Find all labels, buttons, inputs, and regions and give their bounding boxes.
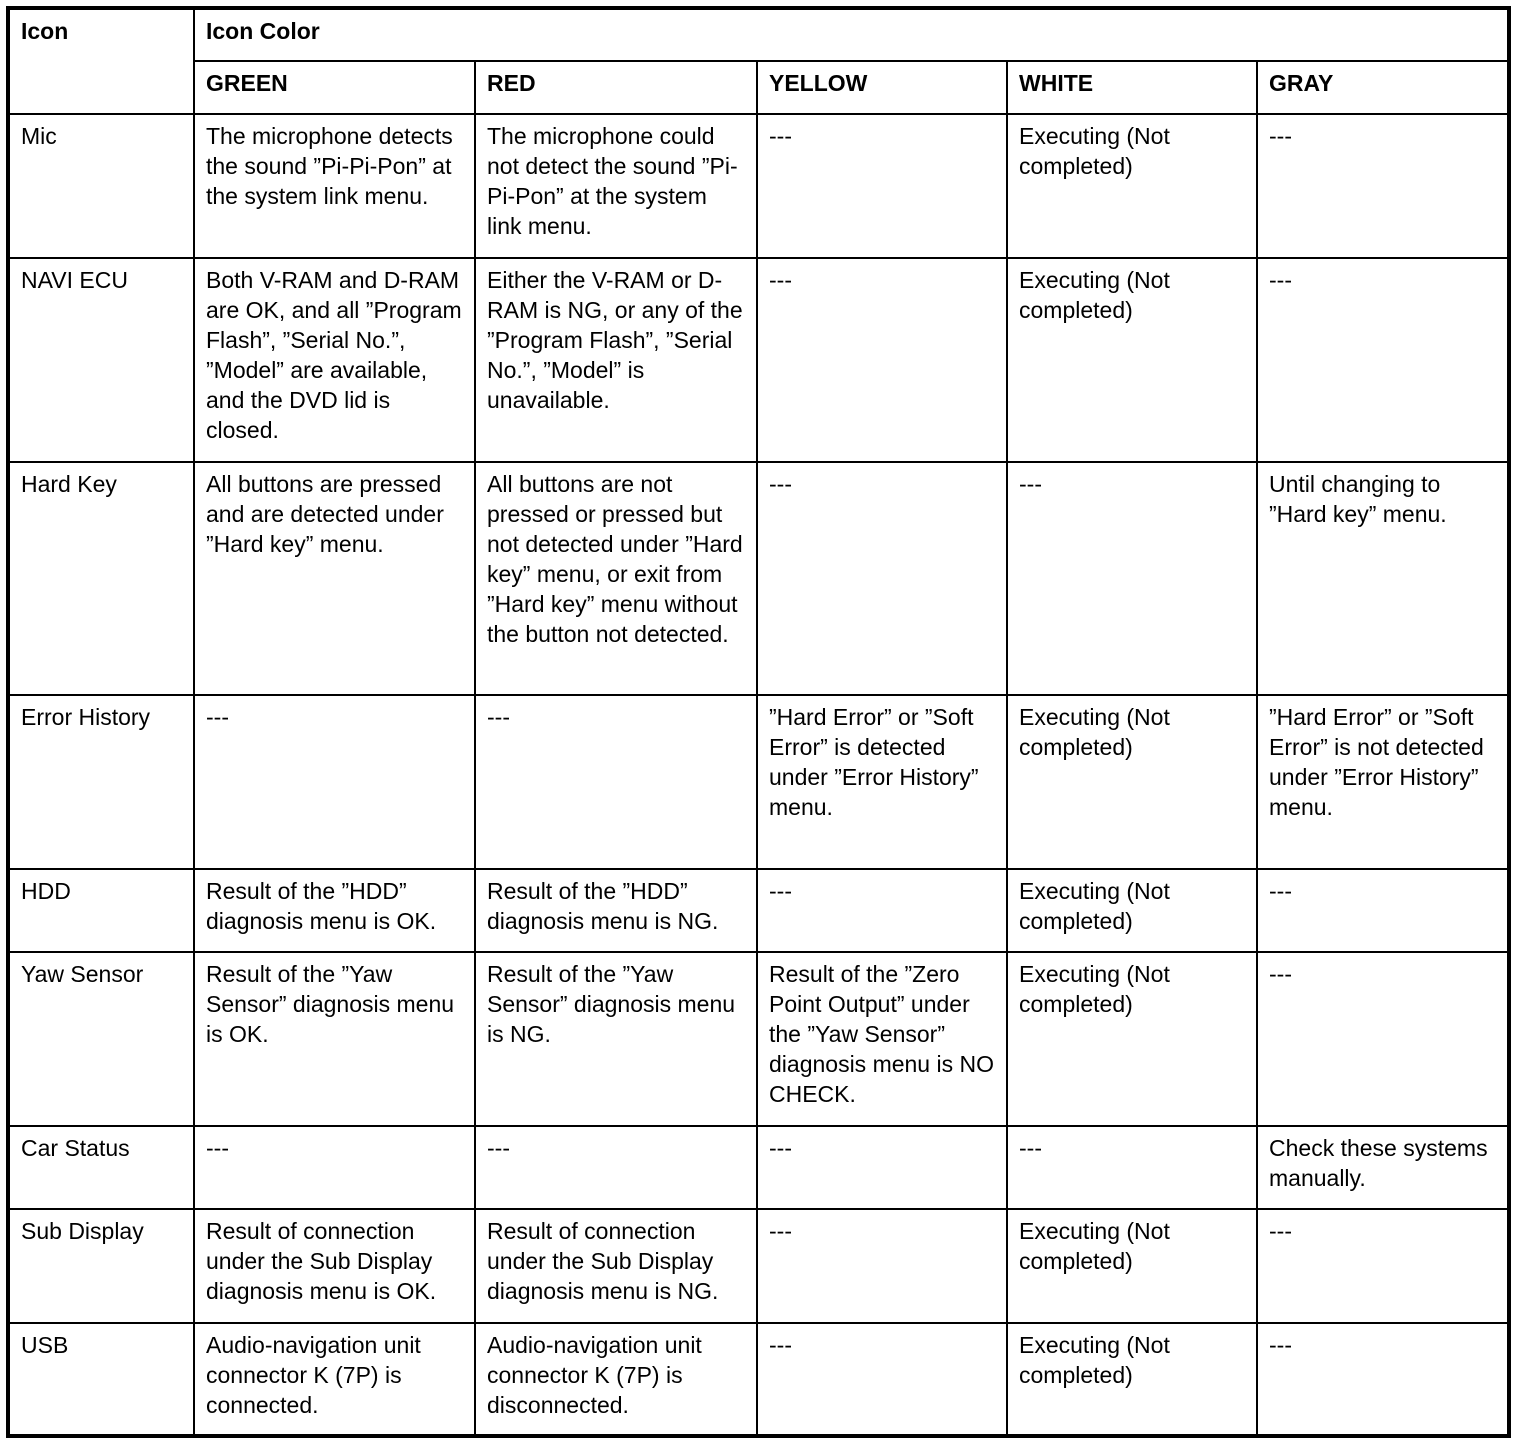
table-row (8, 869, 1509, 952)
cell-yellow: ”Hard Error” or ”Soft Error” is detected under ”Error History” menu. (757, 695, 1007, 869)
cell-yellow: --- (757, 1323, 1007, 1436)
table-row (8, 952, 1509, 1126)
cell-red: Either the V-RAM or D-RAM is NG, or any of the ”Program Flash”, ”Serial No.”, ”Model” is unavailable. (475, 258, 757, 462)
cell-red: The microphone could not detect the sound ”Pi-Pi-Pon” at the system link menu. (475, 114, 757, 258)
cell-red: All buttons are not pressed or pressed but not detected under ”Hard key” menu, or exit from ”Hard key” menu without the button not detected. (475, 462, 757, 695)
cell-green: Result of the ”HDD” diagnosis menu is OK. (194, 869, 475, 952)
row-icon-name: Car Status (8, 1126, 194, 1209)
table-body (8, 114, 1509, 1436)
row-icon-name: Hard Key (8, 462, 194, 695)
row-icon-name: NAVI ECU (8, 258, 194, 462)
cell-red: Result of the ”HDD” diagnosis menu is NG. (475, 869, 757, 952)
table-row (8, 258, 1509, 462)
cell-gray: --- (1257, 1209, 1509, 1323)
cell-gray: ”Hard Error” or ”Soft Error” is not detected under ”Error History” menu. (1257, 695, 1509, 869)
header-icon-color: Icon Color (194, 8, 1509, 61)
cell-green: --- (194, 1126, 475, 1209)
cell-red: Audio-navigation unit connector K (7P) is disconnected. (475, 1323, 757, 1436)
cell-gray: Until changing to ”Hard key” menu. (1257, 462, 1509, 695)
table-row (8, 1126, 1509, 1209)
cell-gray: --- (1257, 869, 1509, 952)
table-row (8, 114, 1509, 258)
column-header-gray: GRAY (1257, 61, 1509, 114)
cell-yellow: --- (757, 1126, 1007, 1209)
header-row-top (8, 8, 1509, 61)
cell-red: --- (475, 695, 757, 869)
column-header-white: WHITE (1007, 61, 1257, 114)
cell-green: All buttons are pressed and are detected under ”Hard key” menu. (194, 462, 475, 695)
cell-white: Executing (Not completed) (1007, 869, 1257, 952)
cell-green: --- (194, 695, 475, 869)
cell-green: The microphone detects the sound ”Pi-Pi-Pon” at the system link menu. (194, 114, 475, 258)
cell-yellow: --- (757, 114, 1007, 258)
column-header-red: RED (475, 61, 757, 114)
row-icon-name: Mic (8, 114, 194, 258)
row-icon-name: Sub Display (8, 1209, 194, 1323)
header-icon: Icon (8, 8, 194, 114)
header-row-colors (8, 61, 1509, 114)
cell-white: Executing (Not completed) (1007, 1209, 1257, 1323)
cell-red: Result of the ”Yaw Sensor” diagnosis menu is NG. (475, 952, 757, 1126)
cell-yellow: Result of the ”Zero Point Output” under the ”Yaw Sensor” diagnosis menu is NO CHECK. (757, 952, 1007, 1126)
cell-red: Result of connection under the Sub Display diagnosis menu is NG. (475, 1209, 757, 1323)
cell-green: Both V-RAM and D-RAM are OK, and all ”Program Flash”, ”Serial No.”, ”Model” are available, and the DVD lid is closed. (194, 258, 475, 462)
cell-yellow: --- (757, 869, 1007, 952)
cell-red: --- (475, 1126, 757, 1209)
cell-yellow: --- (757, 1209, 1007, 1323)
cell-green: Result of the ”Yaw Sensor” diagnosis menu is OK. (194, 952, 475, 1126)
cell-white: --- (1007, 1126, 1257, 1209)
table-row (8, 1209, 1509, 1323)
cell-gray: --- (1257, 114, 1509, 258)
cell-white: Executing (Not completed) (1007, 1323, 1257, 1436)
cell-gray: --- (1257, 258, 1509, 462)
cell-green: Result of connection under the Sub Display diagnosis menu is OK. (194, 1209, 475, 1323)
cell-green: Audio-navigation unit connector K (7P) is connected. (194, 1323, 475, 1436)
cell-white: Executing (Not completed) (1007, 258, 1257, 462)
icon-color-table (6, 6, 1511, 1438)
column-header-yellow: YELLOW (757, 61, 1007, 114)
column-header-green: GREEN (194, 61, 475, 114)
row-icon-name: HDD (8, 869, 194, 952)
table-row (8, 1323, 1509, 1436)
cell-gray: --- (1257, 952, 1509, 1126)
row-icon-name: USB (8, 1323, 194, 1436)
cell-gray: --- (1257, 1323, 1509, 1436)
cell-yellow: --- (757, 462, 1007, 695)
cell-white: --- (1007, 462, 1257, 695)
cell-white: Executing (Not completed) (1007, 695, 1257, 869)
row-icon-name: Error History (8, 695, 194, 869)
cell-yellow: --- (757, 258, 1007, 462)
table-row (8, 695, 1509, 869)
cell-white: Executing (Not completed) (1007, 114, 1257, 258)
row-icon-name: Yaw Sensor (8, 952, 194, 1126)
table-row (8, 462, 1509, 695)
cell-gray: Check these systems manually. (1257, 1126, 1509, 1209)
cell-white: Executing (Not completed) (1007, 952, 1257, 1126)
